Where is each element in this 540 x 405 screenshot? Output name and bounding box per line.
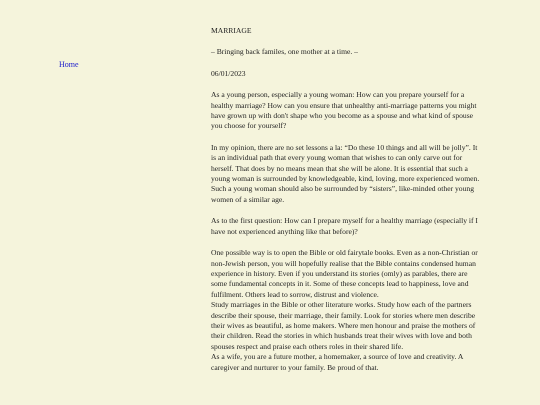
article-paragraph: As a wife, you are a future mother, a homemaker, a source of love and creativity. A caregiver and nurturer to your family. Be proud of that. [211,352,463,372]
article-paragraph: As to the first question: How can I prepare myself for a healthy marriage (especially if I have not experienced anything like that before)? [211,216,478,236]
article-paragraph: As a young person, especially a young woman: How can you prepare yourself for a healthy marriage? How can you ensure that unhealthy anti-marriage patterns you might have grown up with don't shape who you become as a spouse and what kind of spouse you choose for yourself? [211,90,477,131]
article [211,26,483,373]
article-paragraph: Study marriages in the Bible or other literature works. Study how each of the partners describe their spouse, their marriage, their family. Look for stories where men describe their wives as beautiful, as home makers. Where men honour and praise the mothers of their children. Read the stories in which husbands treat their wives with love and both spouses respect and praise each others roles in their shared life. [211,300,476,351]
article-paragraph: In my opinion, there are no set lessons a la: “Do these 10 things and all will be jolly”. It is an individual path that every young woman that wishes to can only carve out for herself. That does by no means mean that she will be alone. It is essential that such a young woman is surrounded by knowledgeable, kind, loving, more experienced women. Such a young woman should also be surrounded by “sisters”, like-minded other young women of a similar age. [211,142,480,204]
home-link[interactable]: Home [59,60,79,69]
article-title: MARRIAGE [211,26,252,35]
article-date: 06/01/2023 [211,68,246,78]
article-paragraph: One possible way is to open the Bible or old fairytale books. Even as a non-Christian or non-Jewish person, you will hopefully realise that the Bible contains condensed human experience in history. Even if you understand its stories (omly) as parables, there are some fundamental concepts in it. Some of these concepts lead to happiness, love and fulfilment. Others lead to sorrow, distrust and violence. [211,248,478,299]
article-tagline: – Bringing back familes, one mother at a time. – [211,47,358,57]
